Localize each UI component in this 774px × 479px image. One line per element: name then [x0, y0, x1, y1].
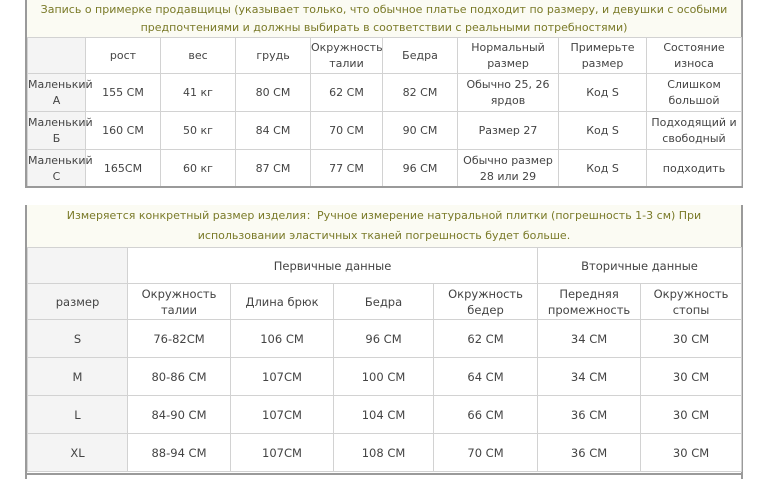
group-header-row: [28, 248, 742, 284]
cell: 41 кг: [161, 74, 236, 112]
row-label: Маленький С: [28, 150, 86, 188]
header-wear-state: Состояние износа: [647, 38, 742, 74]
header-leg-opening: Окружность стопы: [641, 284, 742, 320]
cell: 34 CM: [538, 358, 641, 396]
group-secondary-data: Вторичные данные: [538, 248, 742, 284]
fitting-header-row: [28, 38, 742, 74]
cell: 96 CM: [334, 320, 434, 358]
measurement-note: Измеряется конкретный размер изделия：Ручное измерение натуральной плитки (погрешность 1-3 см) При использовании эластичных тканей погрешность будет больше.: [27, 205, 741, 248]
fitting-header-corner: [28, 38, 86, 74]
header-normal-size: Нормальный размер: [458, 38, 559, 74]
cell: Код S: [559, 150, 647, 188]
header-size: размер: [28, 284, 128, 320]
cell: 84-90 CM: [128, 396, 231, 434]
cell: 36 CM: [538, 396, 641, 434]
table-row: [28, 150, 742, 188]
cell: 66 CM: [434, 396, 538, 434]
cell: 30 CM: [641, 358, 742, 396]
header-waist: Окружность талии: [311, 38, 383, 74]
cell: 30 CM: [641, 396, 742, 434]
group-header-corner: [28, 248, 128, 284]
header-front-rise: Передняя промежность: [538, 284, 641, 320]
row-label: Маленький Б: [28, 112, 86, 150]
group-primary-data: Первичные данные: [128, 248, 538, 284]
header-chest: грудь: [236, 38, 311, 74]
cell: Код S: [559, 112, 647, 150]
cell: 30 CM: [641, 434, 742, 472]
header-tried-size: Примерьте размер: [559, 38, 647, 74]
header-hips: Бедра: [334, 284, 434, 320]
header-pants-length: Длина брюк: [231, 284, 334, 320]
cell: 107CM: [231, 396, 334, 434]
cell: 160 CM: [86, 112, 161, 150]
cell: Обычно размер 28 или 29: [458, 150, 559, 188]
cell: 80-86 CM: [128, 358, 231, 396]
cell: 77 CM: [311, 150, 383, 188]
cell: Код S: [559, 74, 647, 112]
header-height: рост: [86, 38, 161, 74]
cell: 70 CM: [311, 112, 383, 150]
table-row: [28, 358, 742, 396]
fitting-table: [27, 37, 742, 188]
cell: 82 CM: [383, 74, 458, 112]
table-row: [28, 112, 742, 150]
fitting-note: Запись о примерке продавщицы (указывает только, что обычное платье подходит по размеру, и девушки с особыми предпочтениями и должны выбирать в соответствии с реальными потребностями): [27, 0, 741, 38]
header-weight: вес: [161, 38, 236, 74]
cell: 104 CM: [334, 396, 434, 434]
table-row: [28, 320, 742, 358]
cell: 30 CM: [641, 320, 742, 358]
section1-bottom-border: [27, 186, 743, 188]
cell: 106 CM: [231, 320, 334, 358]
size-header-row: [28, 284, 742, 320]
table-row: [28, 74, 742, 112]
table-row: [28, 434, 742, 472]
cell: 87 CM: [236, 150, 311, 188]
size-label: S: [28, 320, 128, 358]
header-thigh: Окружность бедер: [434, 284, 538, 320]
cell: 64 CM: [434, 358, 538, 396]
cell: 90 CM: [383, 112, 458, 150]
header-waist: Окружность талии: [128, 284, 231, 320]
cell: 108 CM: [334, 434, 434, 472]
size-label: M: [28, 358, 128, 396]
cell: 96 CM: [383, 150, 458, 188]
cell: Слишком большой: [647, 74, 742, 112]
size-label: L: [28, 396, 128, 434]
cell: 155 CM: [86, 74, 161, 112]
cell: 100 CM: [334, 358, 434, 396]
cell: 60 кг: [161, 150, 236, 188]
header-hips: Бедра: [383, 38, 458, 74]
cell: 70 CM: [434, 434, 538, 472]
cell: Размер 27: [458, 112, 559, 150]
cell: 80 CM: [236, 74, 311, 112]
cell: 88-94 CM: [128, 434, 231, 472]
cell: Подходящий и свободный: [647, 112, 742, 150]
cell: Обычно 25, 26 ярдов: [458, 74, 559, 112]
row-label: Маленький А: [28, 74, 86, 112]
cell: 62 CM: [434, 320, 538, 358]
cell: 76-82CM: [128, 320, 231, 358]
table-row: [28, 396, 742, 434]
cell: 34 CM: [538, 320, 641, 358]
cell: 50 кг: [161, 112, 236, 150]
size-label: XL: [28, 434, 128, 472]
section2-bottom-border: [27, 473, 743, 475]
cell: 36 CM: [538, 434, 641, 472]
size-table: [27, 247, 742, 472]
cell: 62 CM: [311, 74, 383, 112]
cell: 107CM: [231, 358, 334, 396]
cell: 107CM: [231, 434, 334, 472]
cell: 84 CM: [236, 112, 311, 150]
cell: 165CM: [86, 150, 161, 188]
cell: подходить: [647, 150, 742, 188]
